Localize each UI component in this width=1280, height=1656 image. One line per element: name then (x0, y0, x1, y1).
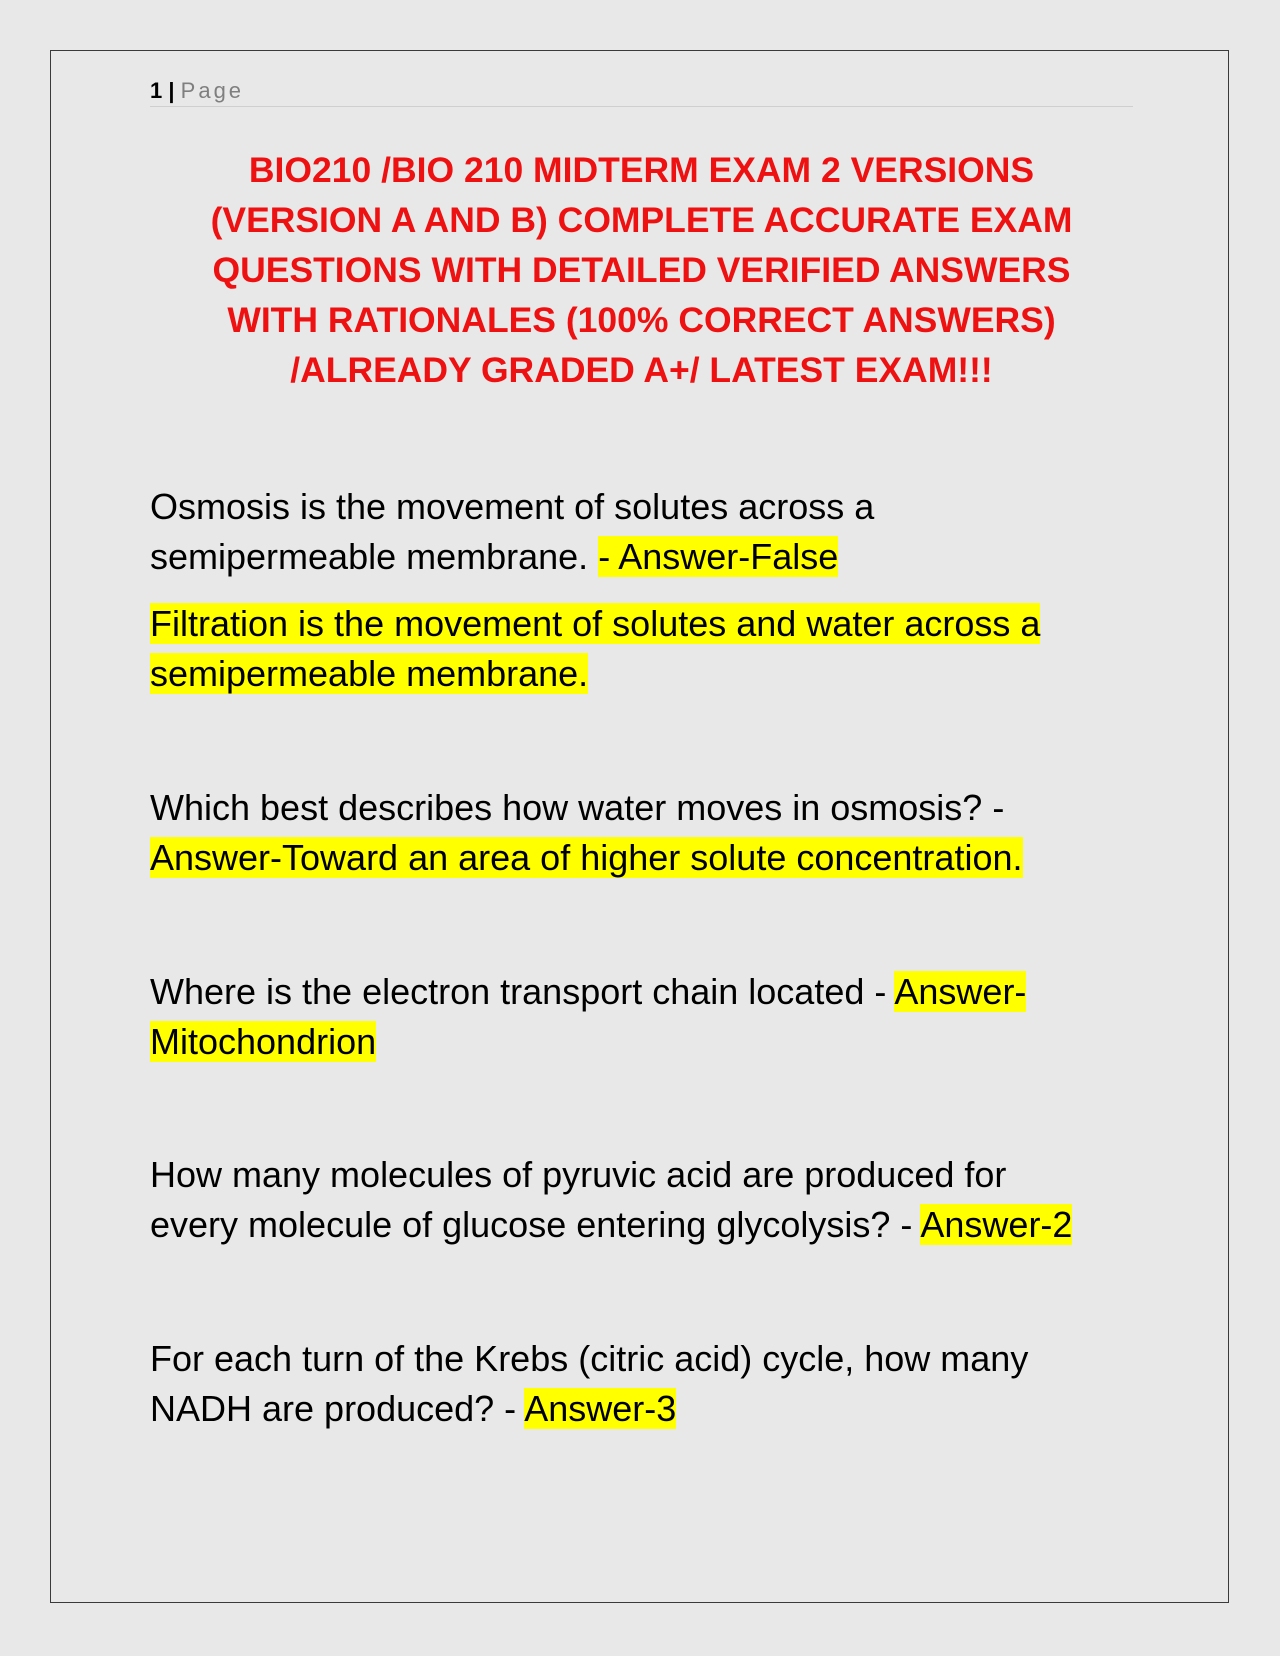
rationale-highlight: semipermeable membrane. (150, 653, 589, 694)
qa-item-pyruvic-acid (150, 1150, 1150, 1250)
question-text: semipermeable membrane. (150, 536, 599, 577)
question-text: Osmosis is the movement of solutes across a (150, 486, 875, 527)
answer-highlight: Answer-3 (524, 1388, 677, 1429)
question-line (150, 1334, 1150, 1384)
question-text: How many molecules of pyruvic acid are produced for (150, 1154, 1007, 1195)
answer-highlight: Mitochondrion (150, 1021, 377, 1062)
title-line: WITH RATIONALES (100% CORRECT ANSWERS) (227, 300, 1056, 340)
question-line (150, 1384, 1150, 1434)
qa-rationale-filtration (150, 599, 1150, 699)
question-line (150, 833, 1150, 883)
question-text: every molecule of glucose entering glycolysis? - (150, 1204, 921, 1245)
rationale-line (150, 599, 1150, 649)
rationale-highlight: Filtration is the movement of solutes and water across a (150, 603, 1041, 644)
question-line (150, 532, 1150, 582)
title-line: (VERSION A AND B) COMPLETE ACCURATE EXAM (210, 200, 1073, 240)
question-text: Which best describes how water moves in osmosis? - (150, 787, 1005, 828)
qa-item-krebs-cycle (150, 1334, 1150, 1434)
title-line: QUESTIONS WITH DETAILED VERIFIED ANSWERS (212, 250, 1071, 290)
answer-highlight: Answer-Toward an area of higher solute concentration. (150, 837, 1023, 878)
answer-highlight: - Answer-False (598, 536, 839, 577)
page-header (150, 76, 1133, 107)
question-text: NADH are produced? - (150, 1388, 525, 1429)
page-number: 1 (150, 78, 163, 103)
question-line (150, 1150, 1150, 1200)
question-line (150, 783, 1150, 833)
qa-item-osmosis (150, 482, 1150, 582)
qa-item-water-movement (150, 783, 1150, 883)
question-text: Where is the electron transport chain located - (150, 971, 895, 1012)
title-line: /ALREADY GRADED A+/ LATEST EXAM!!! (290, 350, 993, 390)
rationale-line (150, 649, 1150, 699)
question-line (150, 1200, 1150, 1250)
answer-highlight: Answer-2 (920, 1204, 1073, 1245)
qa-item-electron-transport (150, 967, 1150, 1067)
page-label: Page (180, 78, 245, 103)
question-line (150, 1017, 1150, 1067)
answer-highlight: Answer- (894, 971, 1027, 1012)
document-title (150, 145, 1133, 395)
question-text: For each turn of the Krebs (citric acid) cycle, how many (150, 1338, 1029, 1379)
question-line (150, 482, 1150, 532)
title-line: BIO210 /BIO 210 MIDTERM EXAM 2 VERSIONS (248, 150, 1035, 190)
question-line (150, 967, 1150, 1017)
page-separator: | (168, 78, 175, 103)
